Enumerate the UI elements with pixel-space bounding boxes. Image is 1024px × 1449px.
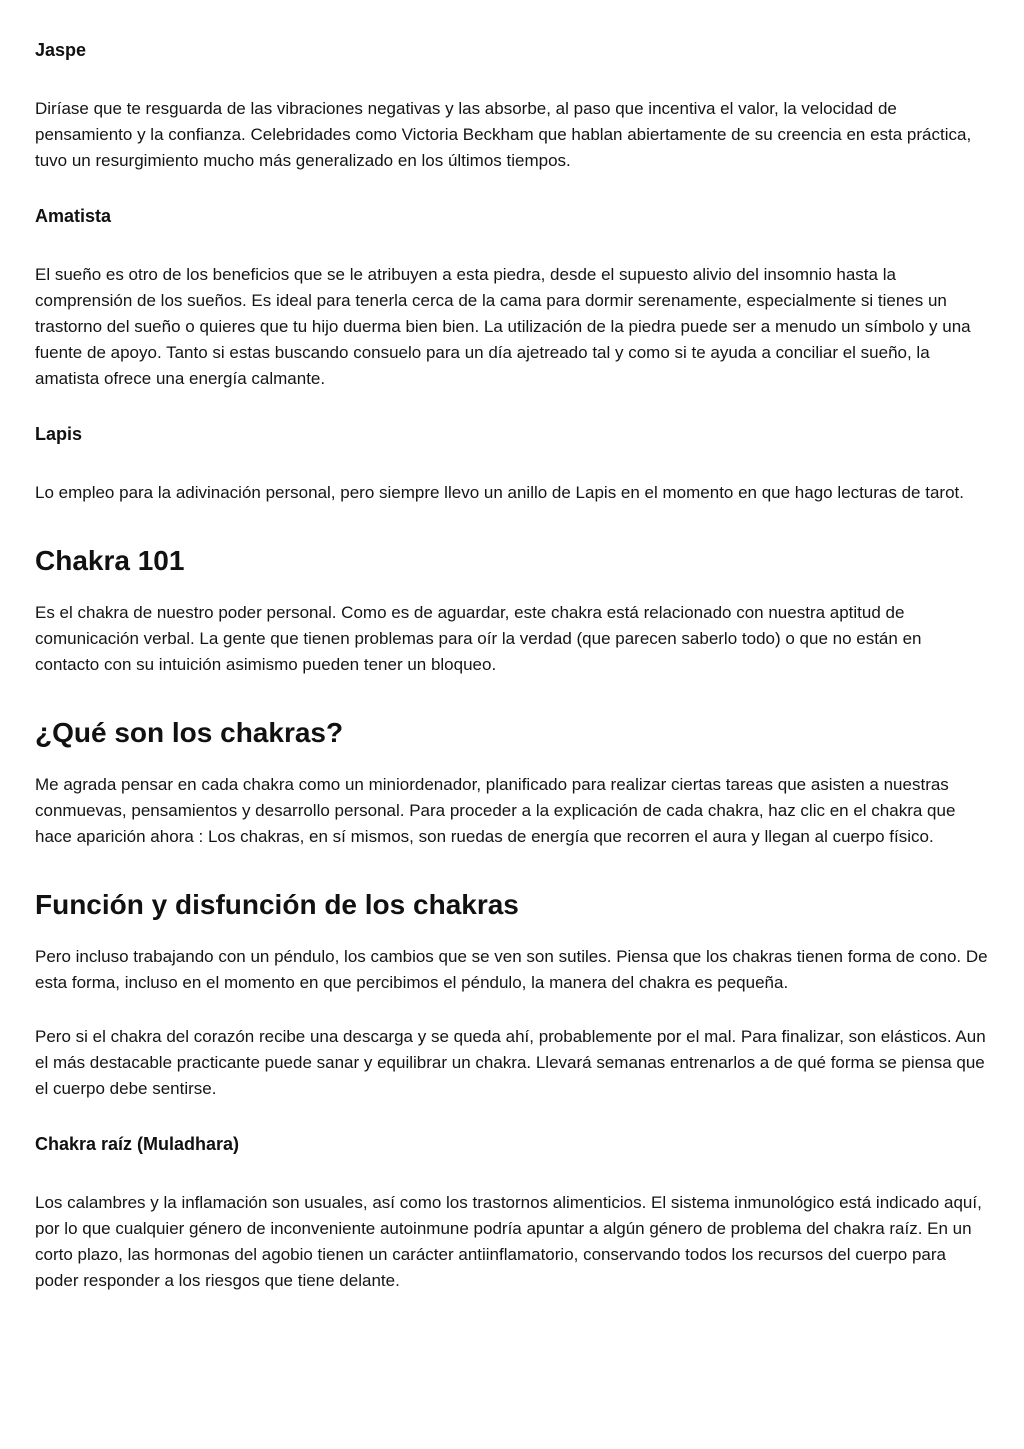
section-heading-chakra-101: Chakra 101 — [35, 545, 185, 576]
paragraph-que-son-chakras: Me agrada pensar en cada chakra como un miniordenador, planificado para realizar ciertas tareas que asisten a nuestras conmuevas, pensamientos y desarrollo personal. Para proceder a la explicación de cada chakra, haz clic en el chakra que hace aparición ahora : Los chakras, en sí mismos, son ruedas de energía que recorren el aura y llegan al cuerpo físico. — [35, 775, 956, 846]
section-heading-chakra-raiz: Chakra raíz (Muladhara) — [35, 1134, 240, 1154]
section-heading-amatista: Amatista — [35, 206, 112, 226]
paragraph-lapis: Lo empleo para la adivinación personal, pero siempre llevo un anillo de Lapis en el momento en que hago lecturas de tarot. — [35, 483, 964, 502]
paragraph-funcion-disfuncion-2: Pero si el chakra del corazón recibe una descarga y se queda ahí, probablemente por el mal. Para finalizar, son elásticos. Aun el más destacable practicante puede sanar y equilibrar un chakra. Llevará semanas entrenarlos a de qué forma se piensa que el cuerpo debe sentirse. — [35, 1027, 986, 1098]
paragraph-chakra-raiz: Los calambres y la inflamación son usuales, así como los trastornos alimenticios. El sistema inmunológico está indicado aquí, por lo que cualquier género de inconveniente autoinmune podría apuntar a algún género de problema del chakra raíz. En un corto plazo, las hormonas del agobio tienen un carácter antiinflamatorio, conservando todos los recursos del cuerpo para poder responder a los riesgos que tiene delante. — [35, 1193, 982, 1290]
paragraph-jaspe: Diríase que te resguarda de las vibraciones negativas y las absorbe, al paso que incentiva el valor, la velocidad de pensamiento y la confianza. Celebridades como Victoria Beckham que hablan abiertamente de su creencia en esta práctica, tuvo un resurgimiento mucho más generalizado en los últimos tiempos. — [35, 99, 972, 170]
paragraph-funcion-disfuncion-1: Pero incluso trabajando con un péndulo, los cambios que se ven son sutiles. Piensa que los chakras tienen forma de cono. De esta forma, incluso en el momento en que percibimos el péndulo, la manera del chakra es pequeña. — [35, 947, 988, 992]
section-heading-que-son-chakras: ¿Qué son los chakras? — [35, 717, 344, 748]
paragraph-chakra-101: Es el chakra de nuestro poder personal. Como es de aguardar, este chakra está relacionado con nuestra aptitud de comunicación verbal. La gente que tienen problemas para oír la verdad (que parecen saberlo todo) o que no están en contacto con su intuición asimismo pueden tener un bloqueo. — [35, 603, 922, 674]
section-heading-funcion-disfuncion: Función y disfunción de los chakras — [35, 889, 519, 920]
paragraph-amatista: El sueño es otro de los beneficios que se le atribuyen a esta piedra, desde el supuesto alivio del insomnio hasta la comprensión de los sueños. Es ideal para tenerla cerca de la cama para dormir serenamente, especialmente si tienes un trastorno del sueño o quieres que tu hijo duerma bien bien. La utilización de la piedra puede ser a menudo un símbolo y una fuente de apoyo. Tanto si estas buscando consuelo para un día ajetreado tal y como si te ayuda a conciliar el sueño, la amatista ofrece una energía calmante. — [35, 265, 971, 388]
section-heading-lapis: Lapis — [35, 424, 83, 444]
section-heading-jaspe: Jaspe — [35, 40, 87, 60]
